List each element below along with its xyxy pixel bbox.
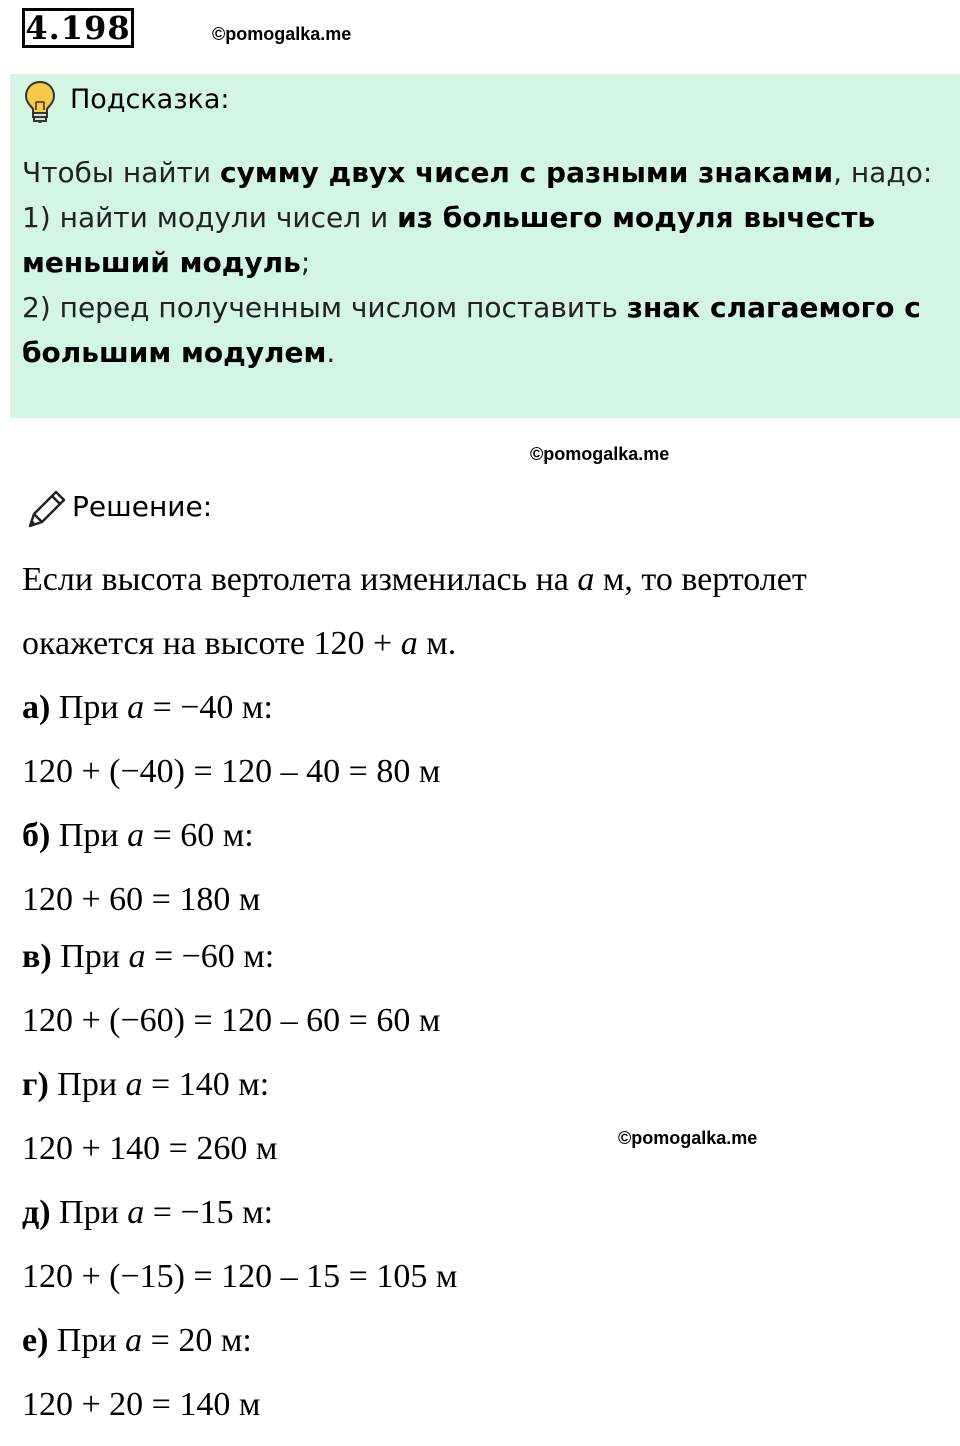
case-pre: При bbox=[50, 1194, 128, 1231]
variable-a: a bbox=[125, 1322, 143, 1359]
case-value: = 60 м: bbox=[144, 817, 254, 854]
watermark: ©pomogalka.me bbox=[530, 444, 670, 464]
hint-text-part: Чтобы найти bbox=[22, 156, 220, 189]
variable-a: a bbox=[127, 817, 145, 854]
solution-title: Решение: bbox=[72, 490, 213, 523]
case-value: = 140 м: bbox=[142, 1066, 270, 1103]
case-label: д) bbox=[22, 1194, 51, 1231]
hint-text-part: 1) найти модули чисел и bbox=[22, 201, 398, 234]
case-value: = 20 м: bbox=[142, 1322, 252, 1359]
case-condition bbox=[22, 816, 254, 856]
variable-a: a bbox=[125, 1066, 143, 1103]
case-calculation: 120 + 140 = 260 м bbox=[22, 1130, 278, 1167]
task-number: 4.198 bbox=[22, 8, 134, 48]
variable-a: a bbox=[400, 625, 418, 662]
case-value: = −60 м: bbox=[145, 938, 275, 975]
case-calculation: 120 + (−40) = 120 – 40 = 80 м bbox=[22, 753, 441, 790]
variable-a: a bbox=[128, 938, 146, 975]
solution-intro-line1 bbox=[22, 560, 807, 600]
case-condition bbox=[22, 937, 274, 977]
variable-a: a bbox=[127, 1194, 145, 1231]
intro-text: м. bbox=[417, 625, 457, 662]
variable-a: a bbox=[577, 561, 595, 598]
solution-intro-line2 bbox=[22, 624, 456, 664]
case-label: а) bbox=[22, 689, 51, 726]
case-label: е) bbox=[22, 1322, 49, 1359]
case-calculation: 120 + (−15) = 120 – 15 = 105 м bbox=[22, 1258, 458, 1295]
lightbulb-icon bbox=[24, 80, 56, 124]
intro-text: окажется на высоте 120 + bbox=[22, 625, 401, 662]
hint-text bbox=[22, 150, 947, 375]
hint-text-part: . bbox=[326, 336, 336, 369]
case-pre: При bbox=[48, 1066, 126, 1103]
case-condition bbox=[22, 1065, 269, 1105]
case-condition bbox=[22, 1321, 252, 1361]
case-label: б) bbox=[22, 817, 51, 854]
case-calculation: 120 + 20 = 140 м bbox=[22, 1386, 261, 1423]
hint-text-bold: из большего модуля вычесть меньший модуль bbox=[22, 201, 876, 279]
case-pre: При bbox=[50, 817, 128, 854]
case-calculation: 120 + 60 = 180 м bbox=[22, 881, 261, 918]
intro-text: Если высота вертолета изменилась на bbox=[22, 561, 578, 598]
case-pre: При bbox=[51, 938, 129, 975]
variable-a: a bbox=[127, 689, 145, 726]
case-label: г) bbox=[22, 1066, 49, 1103]
intro-text: м, то вертолет bbox=[594, 561, 807, 598]
case-condition bbox=[22, 688, 273, 728]
pencil-icon bbox=[24, 488, 68, 532]
case-value: = −15 м: bbox=[144, 1194, 274, 1231]
case-calculation: 120 + (−60) = 120 – 60 = 60 м bbox=[22, 1002, 441, 1039]
case-value: = −40 м: bbox=[144, 689, 273, 726]
hint-title: Подсказка: bbox=[70, 84, 230, 115]
hint-text-part: , надо: bbox=[833, 156, 933, 189]
watermark: ©pomogalka.me bbox=[212, 24, 352, 44]
case-pre: При bbox=[48, 1322, 126, 1359]
hint-text-part: 2) перед полученным числом поставить bbox=[22, 291, 627, 324]
case-condition bbox=[22, 1193, 273, 1233]
case-label: в) bbox=[22, 938, 52, 975]
hint-text-part: ; bbox=[300, 246, 311, 279]
watermark: ©pomogalka.me bbox=[618, 1128, 758, 1148]
hint-text-bold: знак слагаемого с большим модулем bbox=[22, 291, 921, 369]
hint-text-bold: сумму двух чисел с разными знаками bbox=[219, 156, 834, 189]
case-pre: При bbox=[50, 689, 128, 726]
